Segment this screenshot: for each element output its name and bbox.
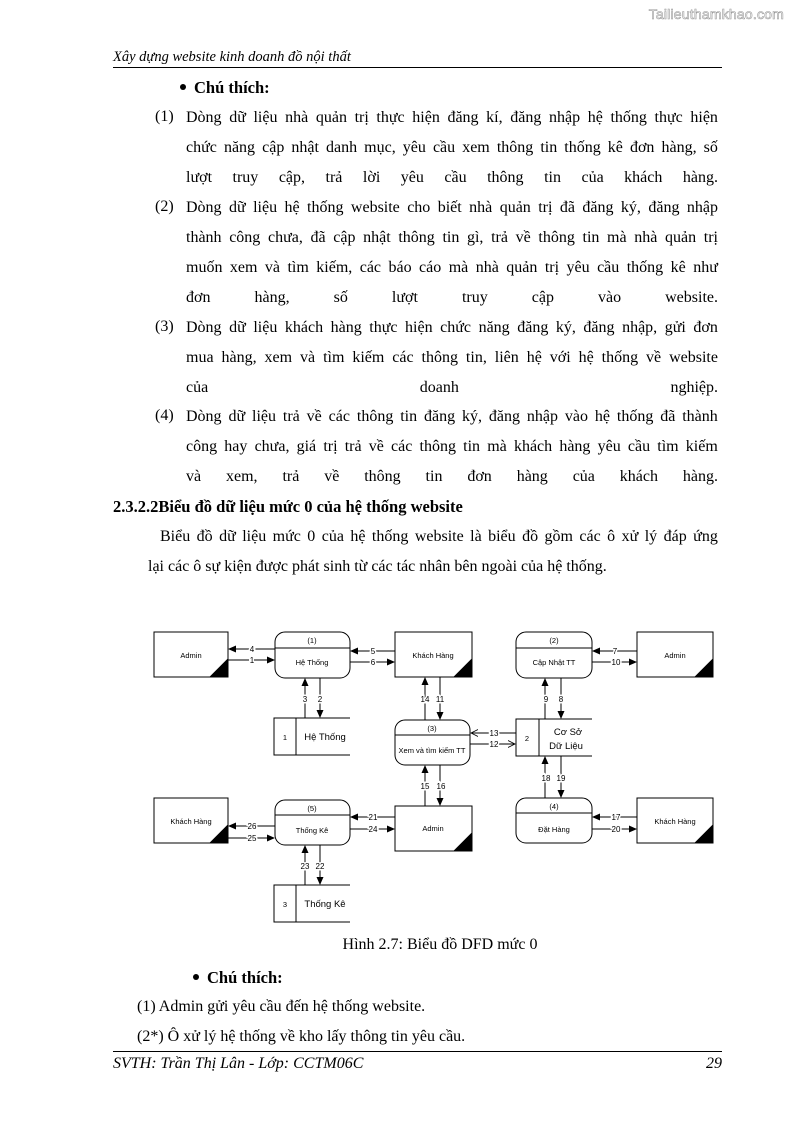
- flow-label: 18: [541, 774, 551, 783]
- section-para-line-2: lại các ô sự kiện được phát sinh từ các tác nhân bên ngoài của hệ thống.: [148, 558, 607, 575]
- flow-label: 1: [249, 656, 255, 665]
- flow-label: 15: [420, 782, 430, 791]
- flow-label: 14: [420, 695, 430, 704]
- notes-heading-text: Chú thích:: [194, 78, 270, 97]
- note-line: chức năng cập nhật danh mục, yêu cầu xem thông tin thống kê đơn hàng, số: [186, 139, 718, 156]
- note-line: công hay chưa, giá trị trả về các thông tin mà khách hàng yêu cầu tìm kiếm: [186, 438, 718, 455]
- flow-label: 6: [370, 658, 376, 667]
- entity-label: Khách Hàng: [654, 817, 696, 826]
- flow-label: 10: [611, 658, 621, 667]
- store-id: 3: [282, 900, 288, 909]
- flow-label: 13: [489, 729, 499, 738]
- note-line-1: (1) Admin gửi yêu cầu đến hệ thống website.: [137, 998, 426, 1015]
- flow-label: 25: [247, 834, 257, 843]
- note-line: của doanh nghiệp.: [186, 379, 718, 396]
- watermark: Tailieuthamkhao.com: [648, 6, 784, 22]
- flow-label: 11: [435, 695, 445, 704]
- footer: [113, 1055, 722, 1073]
- store-id: 2: [524, 734, 530, 743]
- process-label: Xem và tìm kiếm TT: [398, 746, 466, 755]
- flow-label: 2: [317, 695, 323, 704]
- flow-label: 8: [558, 695, 564, 704]
- note-line: đơn hàng, số lượt truy cập vào website.: [186, 289, 718, 306]
- entity-label: Khách Hàng: [412, 651, 454, 660]
- note-line: thành công chưa, đã cập nhật thông tin gì, trả về thông tin mà nhà quản trị: [186, 229, 718, 246]
- entity-label: Admin: [180, 651, 202, 660]
- store-label: Cơ Sở: [553, 727, 583, 738]
- running-header: Xây dựng website kinh doanh đồ nội thất: [113, 49, 351, 65]
- section-para-line-1: Biểu đồ dữ liệu mức 0 của hệ thống website là biểu đồ gồm các ô xử lý đáp ứng: [160, 528, 718, 545]
- store-label: Thống Kê: [304, 899, 346, 910]
- note-line-2: (2*) Ô xử lý hệ thống về kho lấy thông tin yêu cầu.: [137, 1028, 466, 1045]
- process-label: Cập Nhật TT: [532, 658, 576, 667]
- note-number: (2): [155, 198, 174, 215]
- process-id: (2): [549, 636, 559, 645]
- note-number: (3): [155, 318, 174, 335]
- page-number: 29: [706, 1055, 722, 1072]
- note-line: Dòng dữ liệu nhà quản trị thực hiện đăng kí, đăng nhập hệ thống thực hiện: [186, 109, 718, 126]
- entity-label: Admin: [664, 651, 686, 660]
- footer-rule: [113, 1051, 722, 1052]
- notes2-heading: [193, 968, 283, 988]
- process-label: Hệ Thống: [295, 658, 329, 667]
- entity-label: Khách Hàng: [170, 817, 212, 826]
- flow-label: 16: [436, 782, 446, 791]
- footer-author: SVTH: Trần Thị Lân - Lớp: CCTM06C: [113, 1055, 364, 1072]
- note-line: Dòng dữ liệu khách hàng thực hiện chức năng đăng ký, đăng nhập, gửi đơn: [186, 319, 718, 336]
- flow-label: 9: [543, 695, 549, 704]
- process-id: (3): [427, 724, 437, 733]
- bullet-icon: [193, 974, 199, 980]
- flow-label: 26: [247, 822, 257, 831]
- flow-label: 5: [370, 647, 376, 656]
- flow-label: 23: [300, 862, 310, 871]
- note-number: (4): [155, 407, 174, 424]
- note-line: lượt truy cập, trả lời yêu cầu thông tin của khách hàng.: [186, 169, 718, 186]
- figure-caption: Hình 2.7: Biểu đồ DFD mức 0: [342, 936, 538, 953]
- flow-label: 7: [612, 647, 618, 656]
- flow-label: 3: [302, 695, 308, 704]
- store-id: 1: [282, 733, 288, 742]
- store-label: Hệ Thống: [304, 732, 346, 743]
- flow-label: 4: [249, 645, 255, 654]
- flow-label: 21: [368, 813, 378, 822]
- section-heading: 2.3.2.2Biểu đồ dữ liệu mức 0 của hệ thống website: [113, 497, 463, 516]
- process-label: Thống Kê: [295, 826, 329, 835]
- note-line: Dòng dữ liệu hệ thống website cho biết nhà quản trị đã đăng ký, đăng nhập: [186, 199, 718, 216]
- note-line: mua hàng, xem và tìm kiếm các thông tin, liên hệ với hệ thống về website: [186, 349, 718, 366]
- store-label: Dữ Liệu: [549, 741, 583, 752]
- process-id: (5): [307, 804, 317, 813]
- flow-label: 22: [315, 862, 325, 871]
- note-line: Dòng dữ liệu trả về các thông tin đăng ký, đăng nhập vào hệ thống đã thành: [186, 408, 718, 425]
- note-line: muốn xem và tìm kiếm, các báo cáo mà nhà quản trị yêu cầu thống kê như: [186, 259, 718, 276]
- flow-label: 20: [611, 825, 621, 834]
- process-id: (4): [549, 802, 559, 811]
- flow-label: 12: [489, 740, 499, 749]
- note-number: (1): [155, 108, 174, 125]
- process-label: Đặt Hàng: [538, 825, 570, 834]
- flow-label: 19: [556, 774, 566, 783]
- flow-label: 17: [611, 813, 621, 822]
- entity-label: Admin: [422, 824, 444, 833]
- note-line: và xem, trả về thông tin đơn hàng của khách hàng.: [186, 468, 718, 485]
- notes2-heading-text: Chú thích:: [207, 968, 283, 987]
- process-id: (1): [307, 636, 317, 645]
- flow-label: 24: [368, 825, 378, 834]
